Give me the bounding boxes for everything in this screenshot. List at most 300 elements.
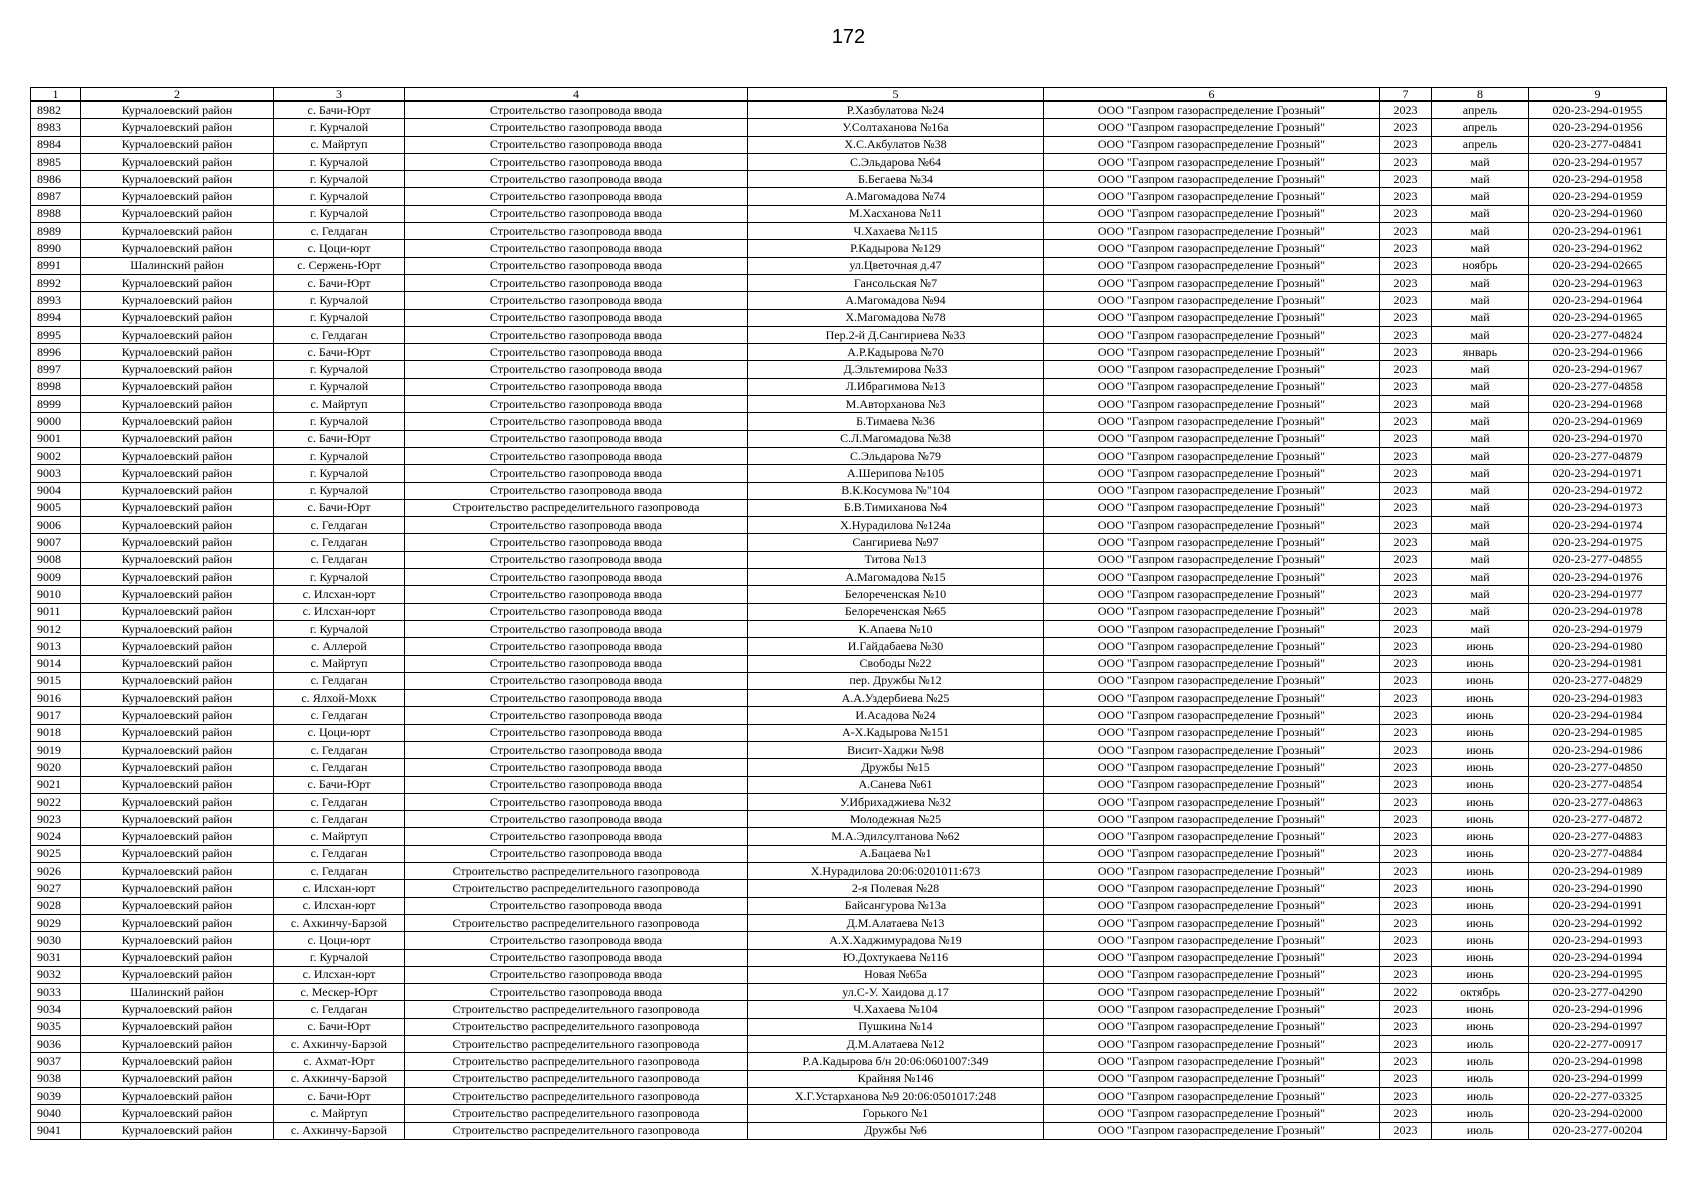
table-row xyxy=(31,326,1667,343)
table-row xyxy=(31,361,1667,378)
table-row xyxy=(31,447,1667,464)
table-cell-col8: июнь xyxy=(1432,949,1529,966)
table-cell-col1: 9036 xyxy=(31,1036,81,1053)
table-row xyxy=(31,1053,1667,1070)
table-cell-col4: Строительство газопровода ввода xyxy=(405,966,748,983)
table-row xyxy=(31,690,1667,707)
table-cell-col2: Курчалоевский район xyxy=(81,863,274,880)
table-cell-col4: Строительство газопровода ввода xyxy=(405,465,748,482)
table-row xyxy=(31,205,1667,222)
table-cell-col9: 020-23-277-04824 xyxy=(1529,326,1667,343)
registry-table xyxy=(30,87,1667,1140)
table-cell-col7: 2023 xyxy=(1380,620,1432,637)
table-cell-col4: Строительство газопровода ввода xyxy=(405,776,748,793)
table-cell-col6: ООО "Газпром газораспределение Грозный" xyxy=(1044,136,1380,153)
table-cell-col4: Строительство газопровода ввода xyxy=(405,534,748,551)
table-row xyxy=(31,793,1667,810)
table-cell-col6: ООО "Газпром газораспределение Грозный" xyxy=(1044,620,1380,637)
table-cell-col9: 020-22-277-03325 xyxy=(1529,1087,1667,1104)
table-cell-col9: 020-23-294-01996 xyxy=(1529,1001,1667,1018)
table-cell-col2: Курчалоевский район xyxy=(81,724,274,741)
table-row xyxy=(31,620,1667,637)
table-cell-col3: с. Цоци-юрт xyxy=(274,240,405,257)
table-cell-col8: май xyxy=(1432,205,1529,222)
table-row xyxy=(31,499,1667,516)
table-cell-col5: Ч.Хахаева №115 xyxy=(748,223,1044,240)
table-cell-col5: Гансольская №7 xyxy=(748,274,1044,291)
table-cell-col9: 020-23-294-01975 xyxy=(1529,534,1667,551)
table-cell-col3: г. Курчалой xyxy=(274,188,405,205)
table-cell-col5: Ю.Дохтукаева №116 xyxy=(748,949,1044,966)
table-cell-col5: 2-я Полевая №28 xyxy=(748,880,1044,897)
table-cell-col7: 2023 xyxy=(1380,396,1432,413)
table-cell-col3: с. Бачи-Юрт xyxy=(274,430,405,447)
table-row xyxy=(31,413,1667,430)
table-cell-col7: 2023 xyxy=(1380,482,1432,499)
table-cell-col8: май xyxy=(1432,534,1529,551)
table-cell-col4: Строительство газопровода ввода xyxy=(405,361,748,378)
table-cell-col4: Строительство газопровода ввода xyxy=(405,932,748,949)
table-cell-col8: май xyxy=(1432,378,1529,395)
table-cell-col9: 020-23-294-01981 xyxy=(1529,655,1667,672)
table-cell-col3: с. Гелдаган xyxy=(274,759,405,776)
table-row xyxy=(31,1018,1667,1035)
table-cell-col2: Курчалоевский район xyxy=(81,378,274,395)
table-cell-col1: 9035 xyxy=(31,1018,81,1035)
table-cell-col3: г. Курчалой xyxy=(274,378,405,395)
table-cell-col5: В.К.Косумова №"104 xyxy=(748,482,1044,499)
table-cell-col5: С.Эльдарова №79 xyxy=(748,447,1044,464)
table-row xyxy=(31,240,1667,257)
table-cell-col5: Б.Бегаева №34 xyxy=(748,171,1044,188)
table-cell-col9: 020-23-277-00204 xyxy=(1529,1122,1667,1139)
table-cell-col2: Курчалоевский район xyxy=(81,326,274,343)
table-cell-col3: с. Гелдаган xyxy=(274,534,405,551)
table-cell-col6: ООО "Газпром газораспределение Грозный" xyxy=(1044,309,1380,326)
table-row xyxy=(31,378,1667,395)
table-cell-col8: июнь xyxy=(1432,863,1529,880)
table-cell-col1: 9001 xyxy=(31,430,81,447)
table-cell-col8: май xyxy=(1432,223,1529,240)
table-cell-col5: Д.Эльтемирова №33 xyxy=(748,361,1044,378)
table-cell-col5: А.Магомадова №94 xyxy=(748,292,1044,309)
table-cell-col1: 9034 xyxy=(31,1001,81,1018)
table-cell-col3: с. Ялхой-Мохк xyxy=(274,690,405,707)
table-row xyxy=(31,430,1667,447)
table-row xyxy=(31,517,1667,534)
table-cell-col9: 020-23-294-01997 xyxy=(1529,1018,1667,1035)
table-cell-col2: Курчалоевский район xyxy=(81,499,274,516)
table-cell-col7: 2023 xyxy=(1380,257,1432,274)
table-cell-col7: 2023 xyxy=(1380,1105,1432,1122)
table-cell-col4: Строительство газопровода ввода xyxy=(405,223,748,240)
table-cell-col3: с. Ахкинчу-Барзой xyxy=(274,1122,405,1139)
table-row xyxy=(31,603,1667,620)
table-cell-col4: Строительство распределительного газопровода xyxy=(405,1001,748,1018)
table-cell-col6: ООО "Газпром газораспределение Грозный" xyxy=(1044,534,1380,551)
table-cell-col4: Строительство газопровода ввода xyxy=(405,309,748,326)
table-cell-col6: ООО "Газпром газораспределение Грозный" xyxy=(1044,949,1380,966)
table-cell-col5: А.Бацаева №1 xyxy=(748,845,1044,862)
table-cell-col3: г. Курчалой xyxy=(274,153,405,170)
table-cell-col8: май xyxy=(1432,620,1529,637)
table-cell-col5: Пер.2-й Д.Сангириева №33 xyxy=(748,326,1044,343)
table-cell-col7: 2023 xyxy=(1380,1087,1432,1104)
table-cell-col3: г. Курчалой xyxy=(274,205,405,222)
table-cell-col4: Строительство газопровода ввода xyxy=(405,326,748,343)
table-cell-col2: Курчалоевский район xyxy=(81,845,274,862)
table-cell-col7: 2023 xyxy=(1380,845,1432,862)
header-row xyxy=(31,88,1667,102)
table-cell-col5: Л.Ибрагимова №13 xyxy=(748,378,1044,395)
table-row xyxy=(31,776,1667,793)
table-cell-col7: 2023 xyxy=(1380,205,1432,222)
table-cell-col7: 2023 xyxy=(1380,551,1432,568)
table-cell-col8: январь xyxy=(1432,344,1529,361)
table-cell-col5: К.Апаева №10 xyxy=(748,620,1044,637)
table-cell-col8: июль xyxy=(1432,1105,1529,1122)
table-cell-col4: Строительство распределительного газопровода xyxy=(405,880,748,897)
table-cell-col5: М.Авторханова №3 xyxy=(748,396,1044,413)
table-cell-col2: Курчалоевский район xyxy=(81,482,274,499)
table-cell-col2: Курчалоевский район xyxy=(81,690,274,707)
table-cell-col5: С.Эльдарова №64 xyxy=(748,153,1044,170)
table-cell-col4: Строительство газопровода ввода xyxy=(405,707,748,724)
table-cell-col6: ООО "Газпром газораспределение Грозный" xyxy=(1044,223,1380,240)
table-cell-col1: 8994 xyxy=(31,309,81,326)
table-cell-col8: май xyxy=(1432,309,1529,326)
table-cell-col8: май xyxy=(1432,240,1529,257)
table-cell-col2: Курчалоевский район xyxy=(81,1001,274,1018)
table-cell-col1: 9004 xyxy=(31,482,81,499)
table-cell-col6: ООО "Газпром газораспределение Грозный" xyxy=(1044,914,1380,931)
table-cell-col1: 8985 xyxy=(31,153,81,170)
table-row xyxy=(31,1036,1667,1053)
table-cell-col3: с. Ахкинчу-Барзой xyxy=(274,1036,405,1053)
table-cell-col7: 2023 xyxy=(1380,534,1432,551)
page-number: 172 xyxy=(831,26,866,48)
table-row xyxy=(31,188,1667,205)
table-row xyxy=(31,707,1667,724)
table-cell-col1: 8998 xyxy=(31,378,81,395)
table-cell-col7: 2023 xyxy=(1380,447,1432,464)
table-cell-col1: 8984 xyxy=(31,136,81,153)
table-cell-col5: ул.Цветочная д.47 xyxy=(748,257,1044,274)
table-cell-col9: 020-23-294-01977 xyxy=(1529,586,1667,603)
table-cell-col5: А-Х.Кадырова №151 xyxy=(748,724,1044,741)
table-cell-col2: Курчалоевский район xyxy=(81,793,274,810)
table-cell-col4: Строительство газопровода ввода xyxy=(405,586,748,603)
table-cell-col9: 020-23-294-01970 xyxy=(1529,430,1667,447)
table-cell-col8: май xyxy=(1432,430,1529,447)
table-cell-col1: 9024 xyxy=(31,828,81,845)
table-cell-col5: Дружбы №15 xyxy=(748,759,1044,776)
table-cell-col7: 2023 xyxy=(1380,1001,1432,1018)
table-cell-col7: 2023 xyxy=(1380,119,1432,136)
table-cell-col1: 9026 xyxy=(31,863,81,880)
table-cell-col7: 2023 xyxy=(1380,776,1432,793)
table-cell-col5: М.А.Эдилсултанова №62 xyxy=(748,828,1044,845)
table-row xyxy=(31,655,1667,672)
table-cell-col4: Строительство газопровода ввода xyxy=(405,759,748,776)
table-cell-col1: 9025 xyxy=(31,845,81,862)
table-cell-col9: 020-23-294-01956 xyxy=(1529,119,1667,136)
table-cell-col1: 9021 xyxy=(31,776,81,793)
table-cell-col4: Строительство распределительного газопровода xyxy=(405,1122,748,1139)
table-cell-col5: Крайняя №146 xyxy=(748,1070,1044,1087)
table-cell-col2: Курчалоевский район xyxy=(81,880,274,897)
table-cell-col7: 2023 xyxy=(1380,741,1432,758)
table-cell-col1: 8990 xyxy=(31,240,81,257)
table-cell-col2: Курчалоевский район xyxy=(81,1053,274,1070)
table-cell-col3: с. Илсхан-юрт xyxy=(274,897,405,914)
table-cell-col8: июнь xyxy=(1432,1018,1529,1035)
table-cell-col5: А.Санева №61 xyxy=(748,776,1044,793)
table-cell-col5: И.Асадова №24 xyxy=(748,707,1044,724)
table-cell-col3: с. Гелдаган xyxy=(274,845,405,862)
table-cell-col1: 8992 xyxy=(31,274,81,291)
table-cell-col8: май xyxy=(1432,465,1529,482)
table-cell-col2: Курчалоевский район xyxy=(81,672,274,689)
table-row xyxy=(31,344,1667,361)
table-cell-col1: 8999 xyxy=(31,396,81,413)
table-cell-col7: 2023 xyxy=(1380,914,1432,931)
table-row xyxy=(31,1105,1667,1122)
table-cell-col3: с. Гелдаган xyxy=(274,672,405,689)
table-cell-col6: ООО "Газпром газораспределение Грозный" xyxy=(1044,1070,1380,1087)
table-cell-col1: 9030 xyxy=(31,932,81,949)
table-cell-col5: Сангириева №97 xyxy=(748,534,1044,551)
table-cell-col2: Курчалоевский район xyxy=(81,274,274,291)
table-cell-col8: июль xyxy=(1432,1036,1529,1053)
table-cell-col5: А.А.Уздербиева №25 xyxy=(748,690,1044,707)
table-cell-col5: ул.С-У. Хаидова д.17 xyxy=(748,984,1044,1001)
table-cell-col9: 020-23-294-01983 xyxy=(1529,690,1667,707)
table-cell-col1: 9010 xyxy=(31,586,81,603)
table-cell-col7: 2023 xyxy=(1380,465,1432,482)
table-cell-col5: Дружбы №6 xyxy=(748,1122,1044,1139)
table-cell-col8: май xyxy=(1432,153,1529,170)
table-cell-col8: июнь xyxy=(1432,966,1529,983)
table-cell-col3: с. Гелдаган xyxy=(274,1001,405,1018)
table-cell-col3: с. Гелдаган xyxy=(274,223,405,240)
table-cell-col7: 2023 xyxy=(1380,292,1432,309)
table-cell-col2: Курчалоевский район xyxy=(81,361,274,378)
table-cell-col6: ООО "Газпром газораспределение Грозный" xyxy=(1044,932,1380,949)
table-cell-col8: май xyxy=(1432,274,1529,291)
table-cell-col4: Строительство газопровода ввода xyxy=(405,949,748,966)
table-cell-col8: май xyxy=(1432,292,1529,309)
table-row xyxy=(31,153,1667,170)
table-cell-col2: Курчалоевский район xyxy=(81,569,274,586)
table-cell-col3: с. Бачи-Юрт xyxy=(274,1087,405,1104)
table-cell-col2: Курчалоевский район xyxy=(81,517,274,534)
table-row xyxy=(31,966,1667,983)
table-cell-col8: июнь xyxy=(1432,880,1529,897)
table-cell-col7: 2023 xyxy=(1380,863,1432,880)
table-cell-col6: ООО "Газпром газораспределение Грозный" xyxy=(1044,378,1380,395)
table-cell-col6: ООО "Газпром газораспределение Грозный" xyxy=(1044,499,1380,516)
table-cell-col9: 020-23-294-01967 xyxy=(1529,361,1667,378)
table-cell-col1: 9017 xyxy=(31,707,81,724)
table-cell-col9: 020-23-294-01998 xyxy=(1529,1053,1667,1070)
table-cell-col7: 2023 xyxy=(1380,223,1432,240)
table-cell-col5: пер. Дружбы №12 xyxy=(748,672,1044,689)
table-cell-col9: 020-23-277-04841 xyxy=(1529,136,1667,153)
table-row xyxy=(31,274,1667,291)
table-cell-col7: 2023 xyxy=(1380,586,1432,603)
table-cell-col1: 9031 xyxy=(31,949,81,966)
table-cell-col9: 020-23-294-01990 xyxy=(1529,880,1667,897)
table-cell-col8: июль xyxy=(1432,1087,1529,1104)
table-cell-col1: 9022 xyxy=(31,793,81,810)
table-cell-col9: 020-23-294-01986 xyxy=(1529,741,1667,758)
table-cell-col1: 8993 xyxy=(31,292,81,309)
table-cell-col9: 020-23-294-01979 xyxy=(1529,620,1667,637)
table-cell-col5: Байсангурова №13а xyxy=(748,897,1044,914)
table-cell-col3: г. Курчалой xyxy=(274,620,405,637)
table-cell-col1: 9007 xyxy=(31,534,81,551)
table-cell-col8: июнь xyxy=(1432,828,1529,845)
table-cell-col7: 2023 xyxy=(1380,361,1432,378)
table-cell-col4: Строительство газопровода ввода xyxy=(405,690,748,707)
table-cell-col8: июнь xyxy=(1432,793,1529,810)
table-cell-col7: 2023 xyxy=(1380,171,1432,188)
table-cell-col6: ООО "Газпром газораспределение Грозный" xyxy=(1044,188,1380,205)
table-cell-col2: Курчалоевский район xyxy=(81,551,274,568)
table-row xyxy=(31,828,1667,845)
table-cell-col1: 9005 xyxy=(31,499,81,516)
table-cell-col9: 020-23-294-01968 xyxy=(1529,396,1667,413)
table-row xyxy=(31,932,1667,949)
table-cell-col9: 020-23-294-02000 xyxy=(1529,1105,1667,1122)
table-cell-col1: 9014 xyxy=(31,655,81,672)
table-cell-col9: 020-23-294-01962 xyxy=(1529,240,1667,257)
table-cell-col8: июнь xyxy=(1432,897,1529,914)
table-cell-col5: М.Хасханова №11 xyxy=(748,205,1044,222)
table-cell-col3: г. Курчалой xyxy=(274,119,405,136)
table-cell-col8: июнь xyxy=(1432,914,1529,931)
table-row xyxy=(31,551,1667,568)
table-cell-col6: ООО "Газпром газораспределение Грозный" xyxy=(1044,863,1380,880)
table-cell-col2: Курчалоевский район xyxy=(81,240,274,257)
table-cell-col2: Курчалоевский район xyxy=(81,101,274,119)
table-cell-col1: 9040 xyxy=(31,1105,81,1122)
table-cell-col8: июнь xyxy=(1432,776,1529,793)
table-cell-col6: ООО "Газпром газораспределение Грозный" xyxy=(1044,672,1380,689)
table-cell-col1: 8995 xyxy=(31,326,81,343)
table-cell-col7: 2023 xyxy=(1380,413,1432,430)
table-cell-col2: Курчалоевский район xyxy=(81,396,274,413)
table-cell-col2: Курчалоевский район xyxy=(81,119,274,136)
table-cell-col8: май xyxy=(1432,569,1529,586)
table-cell-col5: Висит-Хаджи №98 xyxy=(748,741,1044,758)
table-cell-col7: 2023 xyxy=(1380,188,1432,205)
table-row xyxy=(31,309,1667,326)
table-cell-col2: Курчалоевский район xyxy=(81,292,274,309)
table-cell-col8: июнь xyxy=(1432,690,1529,707)
table-cell-col2: Курчалоевский район xyxy=(81,188,274,205)
table-cell-col8: май xyxy=(1432,603,1529,620)
table-cell-col1: 9008 xyxy=(31,551,81,568)
table-cell-col2: Курчалоевский район xyxy=(81,586,274,603)
table-cell-col9: 020-23-294-01961 xyxy=(1529,223,1667,240)
table-cell-col5: У.Ибрихаджиева №32 xyxy=(748,793,1044,810)
table-cell-col5: Р.А.Кадырова б/н 20:06:0601007:349 xyxy=(748,1053,1044,1070)
table-cell-col9: 020-23-277-04879 xyxy=(1529,447,1667,464)
table-cell-col1: 8989 xyxy=(31,223,81,240)
table-cell-col1: 9016 xyxy=(31,690,81,707)
table-cell-col6: ООО "Газпром газораспределение Грозный" xyxy=(1044,274,1380,291)
table-cell-col6: ООО "Газпром газораспределение Грозный" xyxy=(1044,1053,1380,1070)
table-cell-col8: май xyxy=(1432,586,1529,603)
table-cell-col3: с. Гелдаган xyxy=(274,811,405,828)
table-cell-col5: А.Магомадова №15 xyxy=(748,569,1044,586)
table-cell-col8: июнь xyxy=(1432,811,1529,828)
table-cell-col8: июнь xyxy=(1432,638,1529,655)
table-cell-col1: 9038 xyxy=(31,1070,81,1087)
table-cell-col2: Курчалоевский район xyxy=(81,465,274,482)
table-cell-col2: Шалинский район xyxy=(81,257,274,274)
table-cell-col5: Д.М.Алатаева №13 xyxy=(748,914,1044,931)
table-cell-col6: ООО "Газпром газораспределение Грозный" xyxy=(1044,828,1380,845)
table-cell-col5: Х.Магомадова №78 xyxy=(748,309,1044,326)
table-cell-col6: ООО "Газпром газораспределение Грозный" xyxy=(1044,482,1380,499)
table-cell-col8: май xyxy=(1432,326,1529,343)
table-cell-col6: ООО "Газпром газораспределение Грозный" xyxy=(1044,586,1380,603)
table-cell-col6: ООО "Газпром газораспределение Грозный" xyxy=(1044,257,1380,274)
table-cell-col9: 020-23-294-01959 xyxy=(1529,188,1667,205)
table-cell-col1: 8996 xyxy=(31,344,81,361)
table-cell-col2: Курчалоевский район xyxy=(81,741,274,758)
table-cell-col1: 9015 xyxy=(31,672,81,689)
table-cell-col7: 2023 xyxy=(1380,344,1432,361)
table-cell-col4: Строительство газопровода ввода xyxy=(405,205,748,222)
table-cell-col1: 9032 xyxy=(31,966,81,983)
table-cell-col4: Строительство газопровода ввода xyxy=(405,171,748,188)
table-cell-col9: 020-23-294-01999 xyxy=(1529,1070,1667,1087)
table-cell-col4: Строительство распределительного газопровода xyxy=(405,1053,748,1070)
table-cell-col7: 2023 xyxy=(1380,759,1432,776)
table-cell-col3: с. Гелдаган xyxy=(274,707,405,724)
table-cell-col7: 2023 xyxy=(1380,1036,1432,1053)
table-cell-col3: с. Ахмат-Юрт xyxy=(274,1053,405,1070)
table-cell-col7: 2023 xyxy=(1380,603,1432,620)
table-cell-col6: ООО "Газпром газораспределение Грозный" xyxy=(1044,344,1380,361)
table-cell-col9: 020-23-294-01955 xyxy=(1529,101,1667,119)
table-cell-col3: с. Гелдаган xyxy=(274,517,405,534)
table-cell-col4: Строительство газопровода ввода xyxy=(405,984,748,1001)
table-cell-col9: 020-23-277-04290 xyxy=(1529,984,1667,1001)
table-cell-col2: Курчалоевский район xyxy=(81,1018,274,1035)
table-cell-col9: 020-23-294-01978 xyxy=(1529,603,1667,620)
table-cell-col2: Курчалоевский район xyxy=(81,447,274,464)
table-cell-col4: Строительство газопровода ввода xyxy=(405,413,748,430)
table-cell-col9: 020-23-294-01985 xyxy=(1529,724,1667,741)
table-cell-col7: 2023 xyxy=(1380,101,1432,119)
table-cell-col3: с. Майртуп xyxy=(274,136,405,153)
table-cell-col7: 2023 xyxy=(1380,707,1432,724)
table-cell-col2: Курчалоевский район xyxy=(81,620,274,637)
table-cell-col6: ООО "Газпром газораспределение Грозный" xyxy=(1044,1087,1380,1104)
table-cell-col3: г. Курчалой xyxy=(274,482,405,499)
table-cell-col3: с. Гелдаган xyxy=(274,793,405,810)
table-row xyxy=(31,863,1667,880)
table-cell-col2: Курчалоевский район xyxy=(81,603,274,620)
table-cell-col5: Х.Нурадилова №124а xyxy=(748,517,1044,534)
table-cell-col9: 020-23-277-04855 xyxy=(1529,551,1667,568)
table-cell-col2: Курчалоевский район xyxy=(81,413,274,430)
